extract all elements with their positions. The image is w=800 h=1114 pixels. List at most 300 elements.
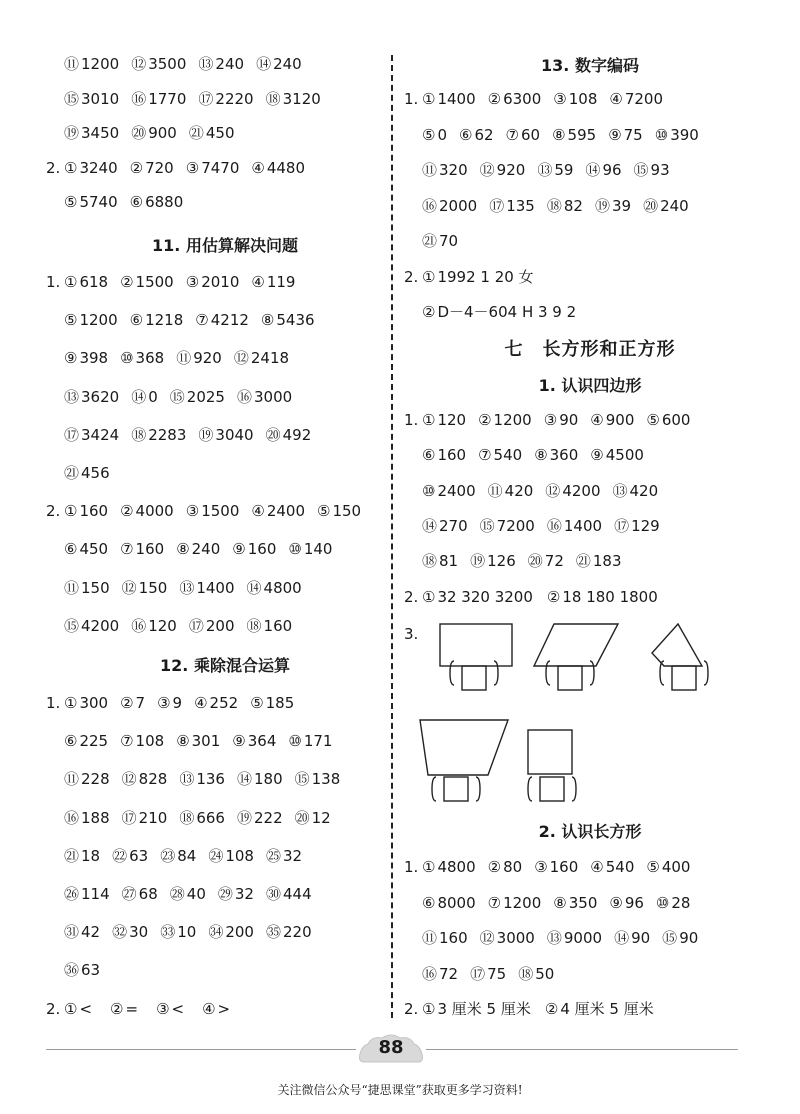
item-value: 160	[135, 540, 165, 559]
answer-item	[613, 479, 659, 503]
item-value: 119	[266, 273, 296, 291]
item-value: 320	[439, 161, 468, 179]
item-number: ⑨	[232, 732, 246, 751]
item-number: ②	[120, 694, 134, 712]
item-number: ①	[64, 999, 78, 1018]
item-value: 90	[631, 929, 651, 947]
answer-item	[590, 408, 634, 432]
answer-item	[251, 499, 305, 523]
item-value: 171	[303, 732, 333, 751]
item-number: ⑰	[614, 516, 630, 535]
item-number: ⑬	[179, 578, 195, 597]
item-number: ⑪	[64, 578, 80, 597]
item-number: ④	[609, 90, 623, 108]
item-number: ⑫	[479, 161, 495, 179]
item-value: 456	[81, 464, 110, 482]
item-value: 540	[493, 446, 523, 465]
answer-item	[480, 926, 535, 950]
question-number: 1.	[404, 411, 419, 429]
item-number: ⑯	[422, 196, 438, 215]
item-number: ②	[546, 587, 561, 606]
item-value: 3424	[81, 425, 120, 444]
item-number: ⑪	[64, 770, 80, 789]
item-value: 828	[138, 770, 168, 789]
question-number: 2.	[46, 502, 61, 521]
item-value: 10	[177, 923, 197, 942]
answer-item	[655, 123, 699, 147]
item-value: 32	[234, 885, 254, 903]
answer-item	[131, 87, 186, 111]
answer-item	[422, 123, 447, 147]
answer-item	[218, 882, 254, 906]
item-number: ①	[422, 858, 436, 876]
answer-item	[186, 156, 240, 180]
item-value: 120	[148, 616, 177, 635]
item-value: 188	[81, 808, 110, 827]
answer-item	[64, 920, 100, 944]
answer-item	[176, 537, 220, 561]
item-value: 1200	[503, 893, 542, 912]
item-number: ㉓	[160, 846, 176, 865]
item-number: ⑯	[422, 964, 438, 983]
answer-line	[46, 190, 195, 214]
item-number: ⑤	[64, 311, 78, 330]
item-value: 6880	[145, 193, 184, 211]
item-number: ⑮	[633, 161, 649, 179]
item-value: 185	[265, 694, 295, 712]
item-number: ⑤	[422, 125, 436, 144]
answer-item	[470, 962, 506, 986]
item-number: ⑮	[662, 929, 678, 947]
item-number: ⑮	[169, 387, 185, 406]
item-number: ⑥	[129, 193, 144, 211]
item-number: ⑧	[176, 732, 190, 751]
item-value: 4480	[266, 158, 306, 177]
item-value: 135	[506, 196, 535, 215]
item-number: ⑥	[422, 446, 436, 465]
answer-line	[46, 346, 301, 370]
item-value: 350	[568, 893, 598, 912]
answer-line	[404, 855, 702, 879]
chapter-title: 七 长方形和正方形	[504, 339, 676, 360]
answer-item	[489, 194, 535, 218]
paren-left	[450, 661, 454, 685]
item-number: ⑫	[545, 481, 561, 500]
answer-line	[404, 514, 672, 538]
item-number: ⑲	[198, 425, 214, 444]
item-value: 270	[439, 516, 468, 535]
item-number: ⑯	[546, 516, 562, 535]
column-divider	[391, 55, 393, 1018]
item-value: <	[79, 999, 93, 1018]
footer-rule-right	[426, 1049, 738, 1050]
answer-line	[46, 997, 248, 1021]
item-value: 240	[191, 540, 221, 559]
item-value: 40	[186, 885, 206, 903]
answer-item	[506, 123, 541, 147]
item-number: ⑲	[594, 196, 610, 215]
item-value: 200	[225, 923, 254, 942]
item-value: 4200	[81, 616, 120, 635]
item-value: 160	[439, 929, 468, 947]
item-value: 82	[563, 196, 583, 215]
item-number: ⑰	[188, 616, 204, 635]
item-value: 240	[273, 55, 302, 73]
item-number: ⑩	[422, 481, 436, 500]
answer-item	[120, 691, 145, 715]
answer-item	[120, 270, 174, 294]
question-number: 1.	[404, 90, 419, 108]
answer-line	[404, 194, 701, 218]
answer-line	[46, 499, 373, 523]
answer-item	[422, 891, 476, 915]
item-number: ⑰	[64, 425, 80, 444]
paren-left	[546, 661, 550, 685]
answer-item	[110, 997, 138, 1021]
answer-item	[176, 729, 220, 753]
item-value: 7200	[496, 516, 535, 535]
item-number: ⑧	[552, 125, 566, 144]
question-number: 1.	[404, 858, 419, 876]
paren-right	[476, 777, 480, 801]
item-value: 18 180 1800	[562, 587, 658, 606]
answer-item	[288, 537, 332, 561]
item-value: 72	[439, 964, 459, 983]
item-value: 70	[439, 232, 459, 250]
answer-line	[404, 300, 588, 324]
item-value: 180	[253, 770, 283, 789]
answer-item	[64, 806, 110, 830]
item-value: 72	[544, 552, 564, 571]
answer-line	[404, 408, 702, 432]
answer-item	[480, 158, 526, 182]
item-value: 4000	[135, 502, 174, 521]
answer-item	[208, 920, 254, 944]
section-13-title: 13. 数字编码	[541, 56, 639, 75]
item-value: 3 厘米 5 厘米	[437, 1000, 531, 1018]
answer-item	[64, 87, 119, 111]
answer-item	[112, 920, 148, 944]
parallelogram-shape	[534, 624, 618, 666]
item-value: 9000	[563, 929, 603, 947]
answer-item	[422, 443, 466, 467]
answer-line	[404, 87, 675, 111]
answer-item	[64, 614, 119, 638]
item-value: 32	[283, 846, 303, 865]
item-value: 50	[535, 964, 555, 983]
answer-item	[179, 576, 234, 600]
answer-line	[404, 585, 672, 609]
item-value: 3240	[79, 158, 118, 177]
answer-item	[545, 479, 600, 503]
item-value: 84	[177, 846, 197, 865]
rectangle-shape	[440, 624, 512, 666]
answer-item	[64, 691, 108, 715]
answer-item	[232, 537, 276, 561]
item-value: 140	[303, 540, 333, 559]
answer-item	[64, 537, 108, 561]
answer-item	[120, 729, 164, 753]
answer-item	[64, 270, 108, 294]
answer-line	[46, 767, 352, 791]
answer-item	[122, 882, 158, 906]
answer-item	[247, 576, 302, 600]
answer-item	[266, 920, 312, 944]
item-number: ㉑	[188, 124, 204, 142]
answer-item	[422, 997, 531, 1021]
item-value: 42	[81, 923, 101, 942]
answer-line	[404, 926, 710, 950]
answer-item	[237, 806, 283, 830]
section-12-title: 12. 乘除混合运算	[160, 656, 290, 675]
answer-item	[130, 308, 184, 332]
item-number: ⑮	[64, 89, 80, 108]
item-number: ⑨	[64, 349, 78, 368]
item-number: ㉚	[265, 885, 281, 903]
item-value: 2283	[148, 425, 187, 444]
answer-item	[422, 194, 477, 218]
item-number: ㉛	[64, 923, 80, 942]
item-number: ⑧	[553, 893, 567, 912]
item-value: <	[171, 999, 185, 1018]
answer-item	[208, 844, 254, 868]
item-number: ②	[544, 1000, 559, 1018]
answer-line	[46, 920, 324, 944]
item-number: ⑭	[131, 387, 147, 406]
item-number: ⑨	[590, 446, 604, 465]
answer-item	[131, 52, 186, 76]
answer-item	[646, 408, 690, 432]
item-value: 3000	[496, 929, 535, 947]
item-value: 3450	[81, 124, 120, 142]
answer-item	[64, 767, 110, 791]
answer-item	[422, 926, 468, 950]
answer-box	[558, 666, 582, 690]
answer-item	[422, 87, 476, 111]
item-number: ②	[129, 158, 144, 177]
item-number: ⑥	[422, 893, 436, 912]
item-value: D－4－604 H 3 9 2	[437, 303, 577, 321]
item-value: 1200	[79, 311, 118, 330]
item-number: ⑬	[179, 770, 195, 789]
paren-right	[572, 777, 576, 801]
item-number: ①	[64, 694, 78, 712]
item-value: 160	[437, 446, 467, 465]
question-number: 1.	[46, 694, 61, 712]
item-number: ⑭	[256, 55, 272, 73]
item-number: ③	[185, 273, 200, 291]
item-value: 9	[172, 694, 183, 712]
item-value: 150	[81, 578, 110, 597]
item-value: 59	[554, 161, 574, 179]
item-value: 0	[148, 387, 158, 406]
item-number: ㊱	[64, 961, 80, 980]
item-value: 420	[504, 481, 534, 500]
item-value: 150	[332, 502, 362, 521]
item-value: 450	[79, 540, 109, 559]
item-number: ⑭	[422, 516, 438, 535]
question-number: 1.	[46, 273, 61, 291]
item-number: ⑯	[131, 89, 147, 108]
item-number: ⑭	[614, 929, 630, 947]
answer-item	[64, 52, 119, 76]
answer-item	[534, 855, 578, 879]
item-value: 3040	[215, 425, 254, 444]
item-number: ⑳	[131, 124, 147, 142]
answer-item	[422, 300, 576, 324]
item-number: ⑫	[131, 55, 147, 73]
item-number: ②	[120, 273, 134, 291]
item-value: 220	[283, 923, 312, 942]
item-number: ⑤	[646, 858, 660, 876]
answer-item	[609, 87, 663, 111]
answer-line	[46, 52, 314, 76]
answer-item	[64, 499, 108, 523]
item-number: ⑰	[121, 808, 137, 827]
item-number: ④	[194, 694, 208, 712]
item-value: 1400	[437, 90, 476, 108]
item-value: 920	[193, 349, 222, 368]
item-number: ②	[487, 858, 502, 876]
answer-item	[131, 423, 186, 447]
answer-line	[404, 549, 634, 573]
item-number: ㉒	[112, 846, 128, 865]
item-value: 364	[247, 732, 277, 751]
item-number: ⑳	[527, 552, 543, 571]
shape-figures	[400, 615, 760, 805]
item-number: ⑨	[609, 893, 623, 912]
answer-item	[198, 52, 244, 76]
item-value: 920	[496, 161, 526, 179]
item-value: 108	[568, 90, 598, 108]
item-value: 160	[263, 616, 293, 635]
item-number: ㉑	[422, 232, 438, 250]
answer-item	[488, 479, 534, 503]
item-number: ⑬	[546, 929, 562, 947]
item-number: ⑮	[64, 616, 80, 635]
item-number: ②	[478, 411, 492, 429]
answer-item	[547, 194, 583, 218]
answer-item	[614, 926, 650, 950]
item-number: ㉟	[265, 923, 281, 942]
item-number: ⑬	[198, 55, 214, 73]
answer-item	[131, 121, 177, 145]
answer-item	[422, 855, 476, 879]
item-value: 2025	[186, 387, 225, 406]
paren-right	[590, 661, 594, 685]
item-value: 1400	[196, 578, 235, 597]
item-number: ㉙	[217, 885, 233, 903]
item-value: 2000	[439, 196, 478, 215]
answer-line	[404, 997, 668, 1021]
item-number: ⑧	[176, 540, 190, 559]
answer-line	[46, 576, 314, 600]
item-value: 120	[437, 411, 467, 429]
answer-item	[537, 158, 573, 182]
answer-item	[234, 346, 289, 370]
answer-item	[422, 265, 534, 289]
answer-item	[480, 514, 535, 538]
answer-item	[662, 926, 698, 950]
answer-item	[122, 806, 168, 830]
item-value: 2418	[250, 349, 290, 368]
answer-item	[157, 691, 182, 715]
item-number: ②	[110, 999, 124, 1018]
item-number: ⑯	[64, 808, 80, 827]
item-value: 301	[191, 732, 221, 751]
answer-item	[547, 926, 602, 950]
item-value: 3500	[148, 55, 187, 73]
answer-box	[444, 777, 468, 801]
item-number: ⑦	[120, 540, 134, 559]
answer-item	[261, 308, 315, 332]
item-value: 0	[437, 125, 447, 144]
item-value: 60	[521, 125, 541, 144]
item-value: 2400	[437, 481, 476, 500]
item-value: 30	[129, 923, 149, 942]
answer-item	[656, 891, 691, 915]
item-number: ⑱	[546, 196, 562, 215]
item-value: 228	[81, 770, 110, 789]
question-number: 2.	[404, 587, 419, 606]
answer-item	[422, 549, 458, 573]
answer-line	[46, 308, 327, 332]
answer-item	[422, 514, 468, 538]
item-number: ⑥	[64, 732, 78, 751]
item-value: =	[125, 999, 139, 1018]
answer-line	[404, 891, 702, 915]
answer-item	[608, 123, 643, 147]
answer-line	[46, 882, 324, 906]
item-value: 200	[205, 616, 235, 635]
answer-item	[634, 158, 670, 182]
item-value: 618	[79, 273, 109, 291]
item-value: 400	[661, 858, 691, 876]
item-value: 420	[629, 481, 659, 500]
item-number: ⑧	[534, 446, 548, 465]
item-value: 62	[474, 125, 494, 144]
answer-item	[614, 514, 660, 538]
answer-item	[488, 87, 542, 111]
item-number: ⑤	[64, 193, 78, 211]
item-value: 210	[138, 808, 168, 827]
item-value: 136	[196, 770, 225, 789]
item-number: ⑪	[176, 349, 192, 368]
item-value: 126	[487, 552, 516, 571]
answer-item	[317, 499, 361, 523]
item-value: 5436	[276, 311, 315, 330]
item-value: 1770	[148, 89, 187, 108]
answer-item	[266, 844, 302, 868]
question-number: 2.	[46, 158, 61, 177]
item-number: ⑫	[121, 770, 137, 789]
answer-item	[478, 443, 522, 467]
answer-item	[170, 385, 225, 409]
footer-rule-left	[46, 1049, 356, 1050]
answer-item	[156, 997, 184, 1021]
answer-item	[186, 270, 240, 294]
item-value: 108	[225, 846, 254, 865]
answer-item	[198, 423, 253, 447]
answer-item	[518, 962, 554, 986]
answer-item	[547, 514, 602, 538]
answer-item	[488, 855, 523, 879]
paren-right	[704, 661, 708, 685]
answer-item	[595, 194, 631, 218]
item-value: 3000	[253, 387, 293, 406]
item-value: 150	[138, 578, 168, 597]
item-number: ⑧	[260, 311, 275, 330]
